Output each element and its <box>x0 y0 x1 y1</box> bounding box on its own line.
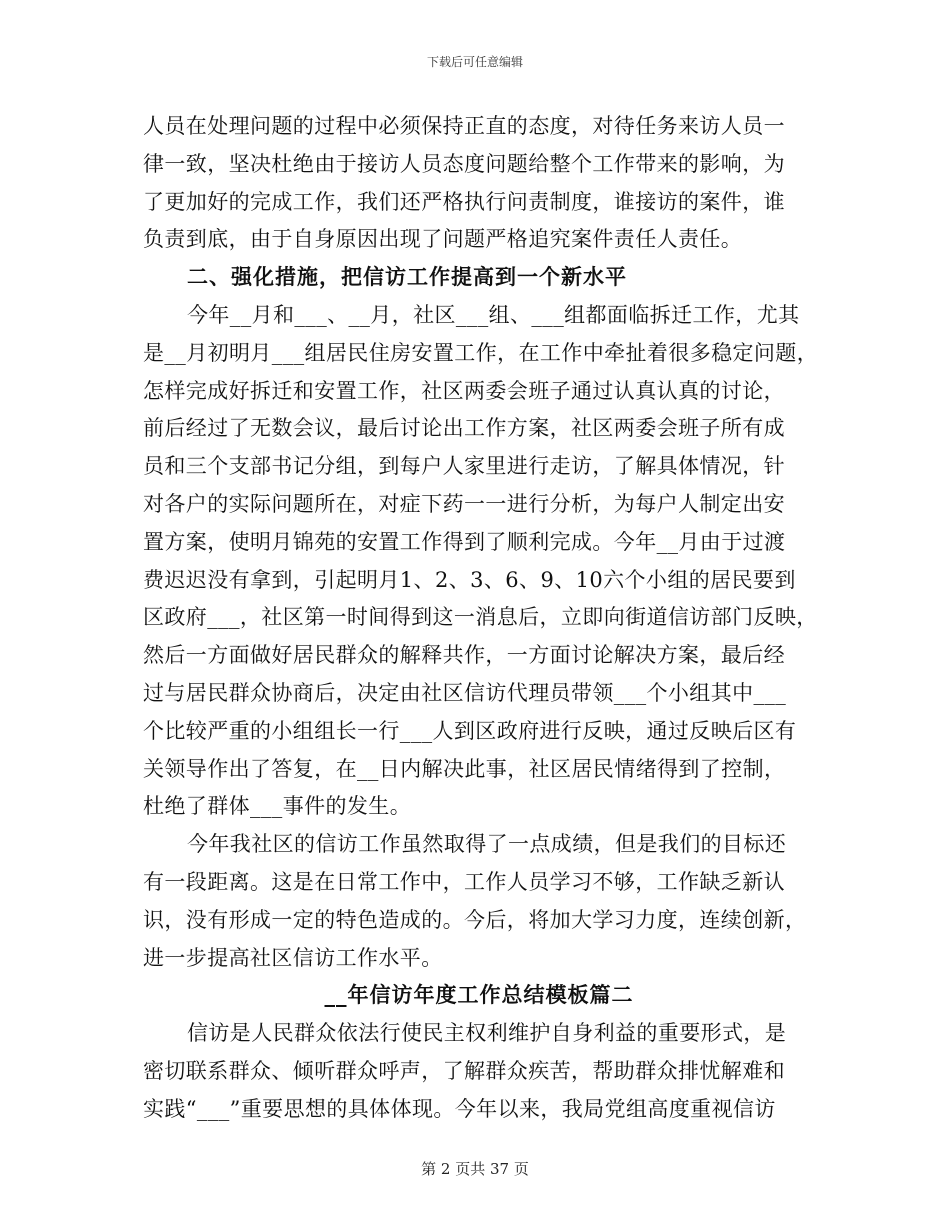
section-heading: 二、强化措施，把信访工作提高到一个新水平 <box>187 265 627 290</box>
paragraph-line: 前后经过了无数会议，最后讨论出工作方案，社区两委会班子所有成 <box>143 416 785 441</box>
paragraph-line: 费迟迟没有拿到，引起明月1、2、3、6、9、10六个小组的居民要到 <box>143 567 796 592</box>
paragraph-line: 是__月初明月___组居民住房安置工作，在工作中牵扯着很多稳定问题， <box>143 340 819 365</box>
paragraph-line: 个比较严重的小组组长一行___人到区政府进行反映，通过反映后区有 <box>143 718 797 743</box>
paragraph-line: 置方案，使明月锦苑的安置工作得到了顺利完成。今年__月由于过渡 <box>143 529 786 554</box>
paragraph-line: 今年__月和___、__月，社区___组、___组都面临拆迁工作，尤其 <box>187 302 800 327</box>
paragraph-line: 信访是人民群众依法行使民主权利维护自身利益的重要形式，是 <box>187 1021 787 1046</box>
paragraph-line: 然后一方面做好居民群众的解释共作，一方面讨论解决方案，最后经 <box>143 643 785 668</box>
paragraph-line: 进一步提高社区信访工作水平。 <box>143 945 443 970</box>
paragraph-line: 识，没有形成一定的特色造成的。今后，将加大学习力度，连续创新， <box>143 907 807 932</box>
paragraph-line: 员和三个支部书记分组，到每户人家里进行走访，了解具体情况，针 <box>143 454 785 479</box>
paragraph-line: 对各户的实际问题所在，对症下药一一进行分析，为每户人制定出安 <box>143 491 785 516</box>
page-number: 第 2 页共 37 页 <box>421 1160 529 1178</box>
paragraph-line: 律一致，坚决杜绝由于接访人员态度问题给整个工作带来的影响，为 <box>143 151 785 176</box>
paragraph-line: 负责到底，由于自身原因出现了问题严格追究案件责任人责任。 <box>143 227 743 252</box>
paragraph-line: 区政府___，社区第一时间得到这一消息后，立即向街道信访部门反映， <box>143 605 818 630</box>
document-body <box>143 108 819 1129</box>
paragraph-line: 人员在处理问题的过程中必须保持正直的态度，对待任务来访人员一 <box>143 114 785 138</box>
paragraph-line: 怎样完成好拆迁和安置工作，社区两委会班子通过认真认真的讨论， <box>143 378 785 403</box>
paragraph-line: 了更加好的完成工作，我们还严格执行问责制度，谁接访的案件，谁 <box>143 189 785 214</box>
paragraph-line: 过与居民群众协商后，决定由社区信访代理员带领___个小组其中___ <box>143 680 787 705</box>
paragraph-line: 杜绝了群体___事件的发生。 <box>143 794 412 819</box>
paragraph-line: 有一段距离。这是在日常工作中，工作人员学习不够，工作缺乏新认 <box>143 869 785 894</box>
paragraph-line: 关领导作出了答复，在__日内解决此事，社区居民情绪得到了控制， <box>143 756 786 781</box>
paragraph-line: 今年我社区的信访工作虽然取得了一点成绩，但是我们的目标还 <box>187 832 787 857</box>
paragraph-line: 密切联系群众、倾听群众呼声，了解群众疾苦，帮助群众排忧解难和 <box>143 1058 785 1083</box>
paragraph-line: 实践“___”重要思想的具体体现。今年以来，我局党组高度重视信访 <box>143 1096 776 1121</box>
page-header: 下载后可任意编辑 <box>426 55 523 69</box>
article-heading: __年信访年度工作总结模板篇二 <box>324 983 634 1008</box>
